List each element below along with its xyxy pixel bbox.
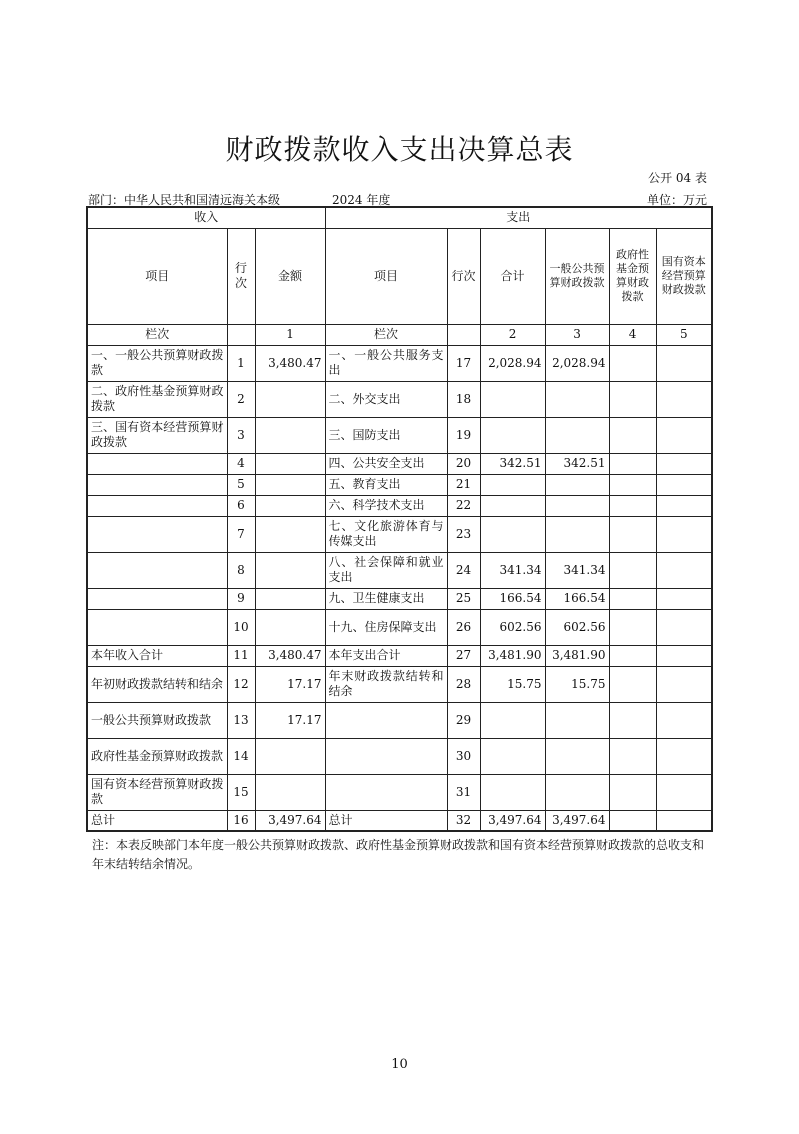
state-capital-cell [656,381,712,417]
total-cell [480,474,545,495]
total-cell [480,702,545,738]
expense-item-cell: 七、文化旅游体育与传媒支出 [325,516,447,552]
general-budget-cell [545,702,609,738]
income-item-cell: 二、政府性基金预算财政拨款 [87,381,227,417]
table-row [87,417,712,453]
income-line-cell: 10 [227,609,255,645]
gov-fund-cell [609,381,656,417]
gov-fund-cell [609,495,656,516]
state-capital-cell [656,738,712,774]
table-row [87,453,712,474]
income-item-cell [87,495,227,516]
total-cell: 166.54 [480,588,545,609]
table-row [87,738,712,774]
income-item-cell: 国有资本经营预算财政拨款 [87,774,227,810]
expense-line-cell: 26 [447,609,480,645]
income-line-cell: 15 [227,774,255,810]
gov-fund-cell [609,810,656,831]
column-number-5: 5 [656,324,712,345]
total-cell [480,495,545,516]
general-budget-cell: 342.51 [545,453,609,474]
income-amount-cell: 3,480.47 [255,645,325,666]
total-cell [480,738,545,774]
expense-line-cell: 25 [447,588,480,609]
table-row [87,474,712,495]
total-cell [480,516,545,552]
income-item-header: 项目 [87,228,227,324]
income-amount-cell [255,417,325,453]
income-line-cell: 16 [227,810,255,831]
gov-fund-cell [609,552,656,588]
total-cell: 342.51 [480,453,545,474]
general-budget-cell [545,516,609,552]
column-number-2: 2 [480,324,545,345]
gov-fund-cell [609,774,656,810]
expense-item-cell: 九、卫生健康支出 [325,588,447,609]
column-number-3: 3 [545,324,609,345]
total-cell: 15.75 [480,666,545,702]
state-capital-cell [656,810,712,831]
state-capital-cell [656,774,712,810]
income-item-cell: 本年收入合计 [87,645,227,666]
general-budget-cell [545,381,609,417]
column-number-4: 4 [609,324,656,345]
expense-item-cell: 年末财政拨款结转和结余 [325,666,447,702]
income-header: 收入 [87,207,325,228]
general-budget-cell [545,417,609,453]
gov-fund-header: 政府性基金预算财政拨款 [609,228,656,324]
general-budget-cell: 2,028.94 [545,345,609,381]
general-budget-cell [545,738,609,774]
expense-line-cell: 21 [447,474,480,495]
general-budget-cell [545,474,609,495]
expense-item-cell: 三、国防支出 [325,417,447,453]
state-capital-header: 国有资本经营预算财政拨款 [656,228,712,324]
general-budget-cell: 341.34 [545,552,609,588]
form-number: 公开 04 表 [648,171,707,185]
expense-item-cell [325,774,447,810]
income-item-cell [87,474,227,495]
state-capital-cell [656,609,712,645]
total-cell [480,774,545,810]
income-item-cell: 年初财政拨款结转和结余 [87,666,227,702]
income-item-cell [87,609,227,645]
income-amount-cell [255,381,325,417]
expense-line-header: 行次 [447,228,480,324]
table-row [87,774,712,810]
total-cell: 2,028.94 [480,345,545,381]
expense-item-cell: 十九、住房保障支出 [325,609,447,645]
general-budget-cell: 3,481.90 [545,645,609,666]
gov-fund-cell [609,345,656,381]
gov-fund-cell [609,474,656,495]
general-budget-cell: 3,497.64 [545,810,609,831]
general-budget-cell [545,495,609,516]
income-amount-header: 金额 [255,228,325,324]
income-line-cell: 13 [227,702,255,738]
table-row [87,609,712,645]
year-label: 2024 年度 [332,193,391,207]
column-number-blank-2 [447,324,480,345]
income-line-cell: 3 [227,417,255,453]
state-capital-cell [656,702,712,738]
gov-fund-cell [609,666,656,702]
gov-fund-cell [609,645,656,666]
expense-item-cell: 六、科学技术支出 [325,495,447,516]
gov-fund-cell [609,702,656,738]
table-row [87,552,712,588]
table-row [87,702,712,738]
expense-line-cell: 29 [447,702,480,738]
expense-line-cell: 22 [447,495,480,516]
state-capital-cell [656,645,712,666]
expense-item-cell: 二、外交支出 [325,381,447,417]
income-item-cell: 政府性基金预算财政拨款 [87,738,227,774]
income-line-cell: 9 [227,588,255,609]
total-cell: 341.34 [480,552,545,588]
income-line-cell: 7 [227,516,255,552]
income-amount-cell [255,738,325,774]
expense-line-cell: 18 [447,381,480,417]
income-item-cell: 一般公共预算财政拨款 [87,702,227,738]
expense-item-cell: 八、社会保障和就业支出 [325,552,447,588]
gov-fund-cell [609,588,656,609]
general-budget-header: 一般公共预算财政拨款 [545,228,609,324]
state-capital-cell [656,495,712,516]
income-amount-cell [255,609,325,645]
income-amount-cell: 3,497.64 [255,810,325,831]
income-amount-cell: 17.17 [255,702,325,738]
table-row [87,666,712,702]
expense-line-cell: 20 [447,453,480,474]
income-amount-cell [255,588,325,609]
state-capital-cell [656,345,712,381]
expense-item-cell: 五、教育支出 [325,474,447,495]
expense-item-cell: 一、一般公共服务支出 [325,345,447,381]
fiscal-table [86,206,713,832]
income-amount-cell: 3,480.47 [255,345,325,381]
state-capital-cell [656,474,712,495]
income-line-cell: 14 [227,738,255,774]
table-row [87,645,712,666]
unit-label: 单位：万元 [646,193,707,207]
income-line-cell: 8 [227,552,255,588]
total-cell: 3,481.90 [480,645,545,666]
income-item-cell: 一、一般公共预算财政拨款 [87,345,227,381]
expense-item-header: 项目 [325,228,447,324]
state-capital-cell [656,588,712,609]
page-number: 10 [391,1057,408,1072]
table-row [87,495,712,516]
expense-line-cell: 28 [447,666,480,702]
income-line-header: 行次 [227,228,255,324]
gov-fund-cell [609,738,656,774]
state-capital-cell [656,516,712,552]
expense-item-cell [325,738,447,774]
table-row [87,516,712,552]
state-capital-cell [656,552,712,588]
table-row [87,810,712,831]
income-amount-cell: 17.17 [255,666,325,702]
expense-header: 支出 [325,207,712,228]
department-label: 部门：中华人民共和国清远海关本级 [88,193,281,207]
expense-line-cell: 24 [447,552,480,588]
gov-fund-cell [609,453,656,474]
expense-item-cell: 总计 [325,810,447,831]
state-capital-cell [656,453,712,474]
table-row [87,588,712,609]
expense-line-cell: 32 [447,810,480,831]
income-amount-cell [255,774,325,810]
income-item-cell: 三、国有资本经营预算财政拨款 [87,417,227,453]
gov-fund-cell [609,417,656,453]
expense-line-cell: 31 [447,774,480,810]
general-budget-cell: 166.54 [545,588,609,609]
general-budget-cell: 15.75 [545,666,609,702]
income-amount-cell [255,516,325,552]
column-number-label: 栏次 [87,324,227,345]
expense-line-cell: 23 [447,516,480,552]
state-capital-cell [656,666,712,702]
income-line-cell: 1 [227,345,255,381]
state-capital-cell [656,417,712,453]
income-line-cell: 2 [227,381,255,417]
income-line-cell: 6 [227,495,255,516]
expense-line-cell: 30 [447,738,480,774]
income-line-cell: 12 [227,666,255,702]
gov-fund-cell [609,516,656,552]
total-header: 合计 [480,228,545,324]
column-number-label-2: 栏次 [325,324,447,345]
gov-fund-cell [609,609,656,645]
income-line-cell: 5 [227,474,255,495]
expense-line-cell: 27 [447,645,480,666]
income-line-cell: 4 [227,453,255,474]
income-amount-cell [255,495,325,516]
income-item-cell [87,552,227,588]
income-item-cell [87,516,227,552]
expense-item-cell: 本年支出合计 [325,645,447,666]
expense-line-cell: 17 [447,345,480,381]
total-cell: 3,497.64 [480,810,545,831]
page-title: 财政拨款收入支出决算总表 [225,133,574,166]
expense-item-cell: 四、公共安全支出 [325,453,447,474]
table-row [87,345,712,381]
expense-line-cell: 19 [447,417,480,453]
general-budget-cell [545,774,609,810]
income-item-cell [87,588,227,609]
total-cell [480,381,545,417]
column-number-blank [227,324,255,345]
income-amount-cell [255,453,325,474]
income-amount-cell [255,552,325,588]
column-number-1: 1 [255,324,325,345]
income-item-cell [87,453,227,474]
general-budget-cell: 602.56 [545,609,609,645]
income-item-cell: 总计 [87,810,227,831]
table-row [87,381,712,417]
table-note: 注：本表反映部门本年度一般公共预算财政拨款、政府性基金预算财政拨款和国有资本经营预算财政拨款的总收支和年末结转结余情况。 [92,838,705,871]
income-amount-cell [255,474,325,495]
total-cell [480,417,545,453]
expense-item-cell [325,702,447,738]
total-cell: 602.56 [480,609,545,645]
income-line-cell: 11 [227,645,255,666]
